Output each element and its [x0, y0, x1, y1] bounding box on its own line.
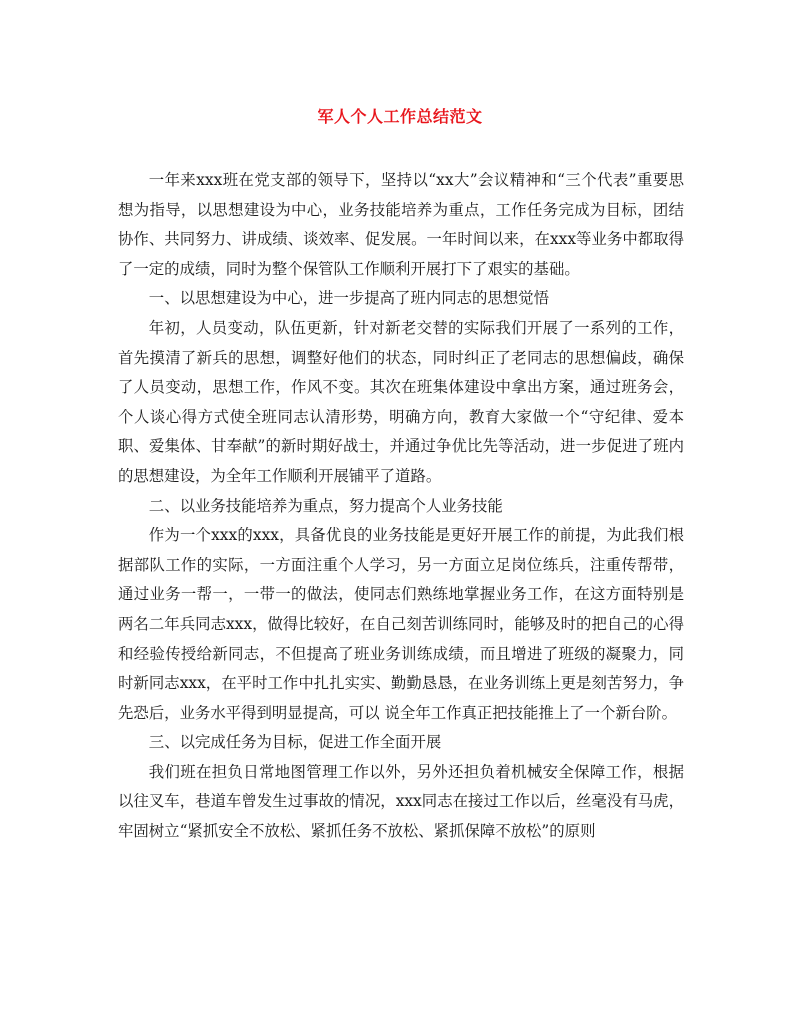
- section-heading-3: 三、以完成任务为目标，促进工作全面开展: [148, 733, 442, 752]
- section-2-paragraph: 作为一个xxx的xxx，具备优良的业务技能是更好开展工作的前提，为此我们根据部队工作的实际，一方面注重个人学习，另一方面立足岗位练兵，注重传帮带，通过业务一帮一，一带一的做法，使同志们熟练地掌握业务工作，在这方面特别是两名二年兵同志xxx，做得比较好，在自己刻苦训练同时，能够及时的把自己的心得和经验传授给新同志，不但提高了班业务训练成绩，而且增进了班级的凝聚力，同时新同志xxx，在平时工作中扎扎实实、勤勤恳恳，在业务训练上更是刻苦努力，争先恐后，业务水平得到明显提高，可以 说全年工作真正把技能推上了一个新台阶。: [118, 526, 684, 722]
- intro-paragraph: 一年来xxx班在党支部的领导下，坚持以“xx大”会议精神和“三个代表”重要思想为指导，以思想建设为中心，业务技能培养为重点，工作任务完成为目标，团结协作、共同努力、讲成绩、谈效率、促发展。一年时间以来，在xxx等业务中都取得了一定的成绩，同时为整个保管队工作顺利开展打下了艰实的基础。: [118, 171, 684, 278]
- section-1-paragraph: 年初，人员变动，队伍更新，针对新老交替的实际我们开展了一系列的工作，首先摸清了新兵的思想，调整好他们的状态，同时纠正了老同志的思想偏歧，确保了人员变动，思想工作，作风不变。其次在班集体建设中拿出方案，通过班务会，个人谈心得方式使全班同志认清形势，明确方向，教育大家做一个“守纪律、爱本职、爱集体、甘奉献”的新时期好战士，并通过争优比先等活动，进一步促进了班内的思想建设，为全年工作顺利开展铺平了道路。: [118, 318, 684, 485]
- section-3-paragraph: 我们班在担负日常地图管理工作以外，另外还担负着机械安全保障工作，根据以往叉车，巷道车曾发生过事故的情况，xxx同志在接过工作以后，丝毫没有马虎，牢固树立“紧抓安全不放松、紧抓任务不放松、紧抓保障不放松”的原则: [118, 762, 684, 841]
- document-title: 军人个人工作总结范文: [317, 107, 483, 126]
- section-heading-2: 二、以业务技能培养为重点，努力提高个人业务技能: [148, 496, 503, 515]
- section-heading-1: 一、以思想建设为中心，进一步提高了班内同志的思想觉悟: [148, 289, 549, 308]
- document-body: [118, 166, 684, 847]
